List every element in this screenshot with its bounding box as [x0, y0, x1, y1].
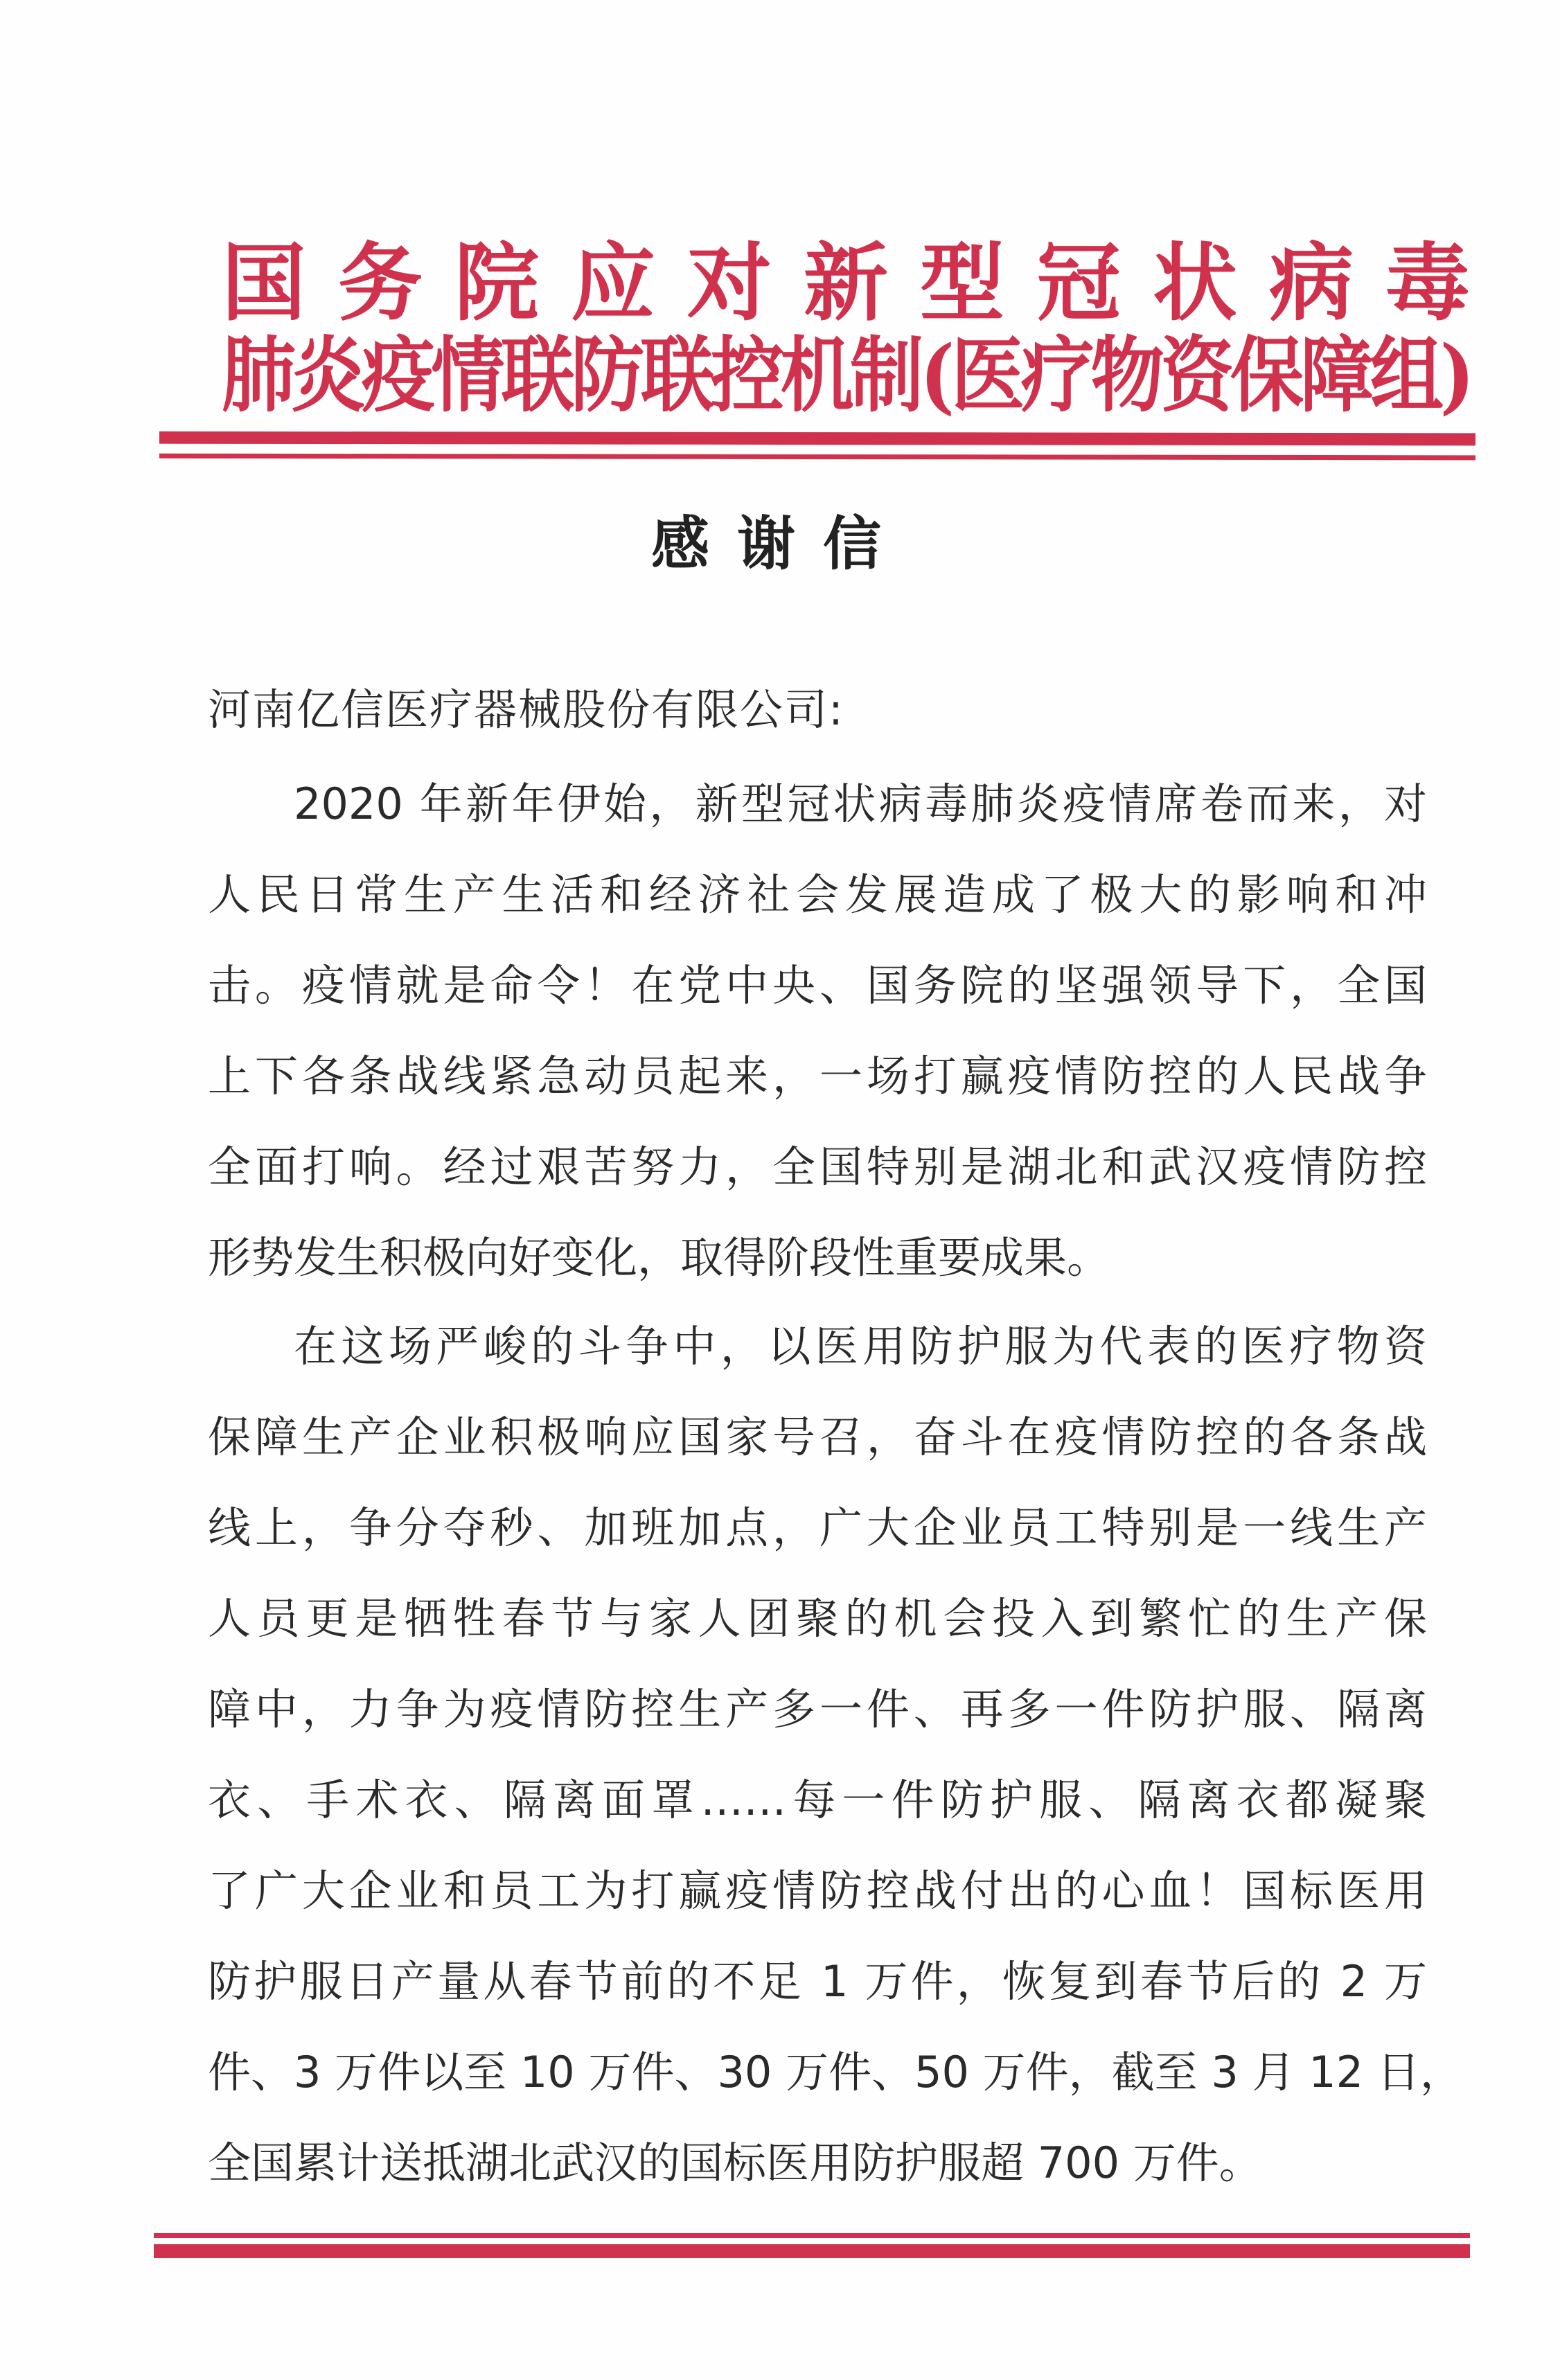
paragraph-1: [208, 758, 1427, 1303]
text-line: 衣、手术衣、隔离面罩……每一件防护服、隔离衣都凝聚: [208, 1775, 1427, 1825]
text-line: 障中，力争为疫情防控生产多一件、再多一件防护服、隔离: [208, 1684, 1427, 1734]
salutation: 河南亿信医疗器械股份有限公司:: [208, 684, 844, 735]
letterhead-line-2: 肺炎疫情联防联控机制(医疗物资保障组): [222, 327, 1471, 423]
top-rule-thin: [159, 454, 1475, 461]
text-line: 保障生产企业积极响应国家号召，奋斗在疫情防控的各条战: [208, 1412, 1427, 1462]
text-line: 形势发生积极向好变化，取得阶段性重要成果。: [208, 1232, 1110, 1283]
text-line: 在这场严峻的斗争中，以医用防护服为代表的医疗物资: [294, 1321, 1427, 1371]
text-line: 击。疫情就是命令！在党中央、国务院的坚强领导下，全国: [208, 960, 1427, 1011]
text-line: 全国累计送抵湖北武汉的国标医用防护服超 700 万件。: [208, 2138, 1262, 2188]
text-line: 人民日常生产生活和经济社会发展造成了极大的影响和冲: [208, 869, 1427, 920]
text-line: 了广大企业和员工为打赢疫情防控战付出的心血！国标医用: [208, 1865, 1427, 1916]
paragraph-2: [208, 1301, 1463, 2208]
top-rule-thick: [159, 432, 1475, 446]
text-line: 人员更是牺牲春节与家人团聚的机会投入到繁忙的生产保: [208, 1593, 1427, 1644]
letterhead-line-1: 国务院应对新型冠状病毒: [222, 233, 1502, 332]
text-line: 上下各条战线紧急动员起来，一场打赢疫情防控的人民战争: [208, 1051, 1427, 1101]
letter-title: 感谢信: [650, 510, 909, 578]
text-line: 防护服日产量从春节前的不足 1 万件，恢复到春节后的 2 万: [208, 1956, 1427, 2007]
text-line: 2020 年新年伊始，新型冠状病毒肺炎疫情席卷而来，对: [294, 779, 1427, 829]
text-line: 线上，争分夺秒、加班加点，广大企业员工特别是一线生产: [208, 1502, 1427, 1553]
text-line: 件、3 万件以至 10 万件、30 万件、50 万件，截至 3 月 12 日，: [208, 2047, 1463, 2097]
text-line: 全面打响。经过艰苦努力，全国特别是湖北和武汉疫情防控: [208, 1142, 1427, 1192]
bottom-rule-thin: [154, 2233, 1470, 2238]
bottom-rule-thick: [154, 2244, 1470, 2258]
